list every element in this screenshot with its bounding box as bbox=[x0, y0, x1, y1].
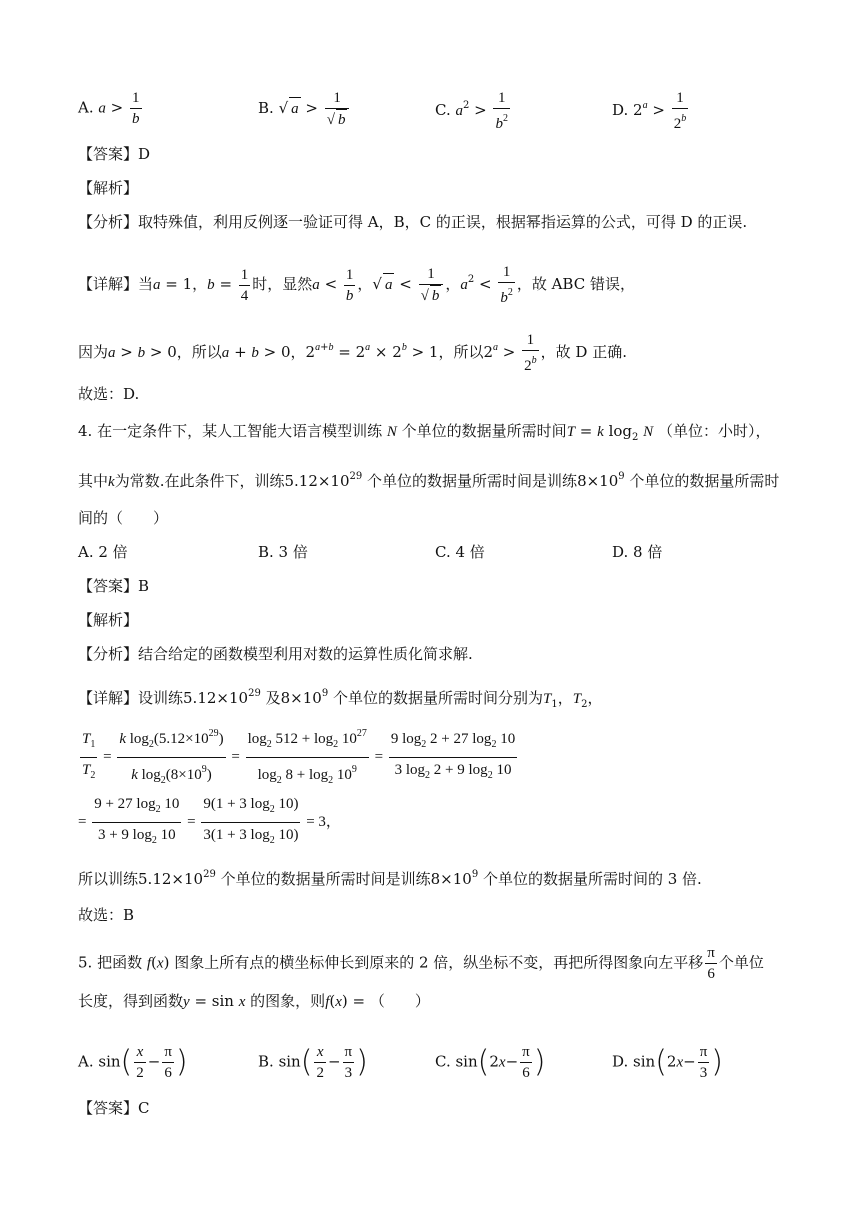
q3-answer: 【答案】D bbox=[78, 145, 151, 163]
q5-option-c: C. sin(2x− $\frac{\pi}{6}$ ) bbox=[435, 1044, 546, 1081]
q3-reason: 因为a > b > 0，所以a + b > 0，$2^{a+b} = 2^a \times 2^b > 1$，所以$2^a$ > $\frac{1}{2^b}$ ，故 D 正确. bbox=[78, 332, 627, 374]
q3-option-c: C. $a^2$ > $\frac{1}{b^2}$ bbox=[435, 90, 508, 132]
q4-stem-line3: 间的（ ） bbox=[78, 509, 169, 527]
q4-option-a: A. 2 倍 bbox=[78, 543, 128, 561]
q4-option-b: B. 3 倍 bbox=[258, 543, 308, 561]
q3-detail: 【详解】当a = 1，b = $\frac{1}{4}$ 时，显然a < $\frac{1}{b}$ ，√ a < $\frac{1}{√ b}$ ，$a^2$ < $\frac{1}{b^2}$ ，故 ABC 错误， bbox=[78, 264, 635, 306]
q3-analysis-label: 【解析】 bbox=[78, 179, 139, 197]
q3-option-d: D. $2^a$ > $\frac{1}{2^b}$ bbox=[612, 90, 687, 132]
q3-choose: 故选：D. bbox=[78, 385, 140, 403]
q5-stem-line2: 长度，得到函数y = sin x 的图象，则f(x) = （ ） bbox=[78, 992, 430, 1010]
q4-option-c: C. 4 倍 bbox=[435, 543, 485, 561]
q3-option-b: B. √ a > $\frac{1}{√ b}$ bbox=[258, 88, 351, 130]
q5-option-d: D. sin(2x− $\frac{\pi}{3}$ ) bbox=[612, 1044, 724, 1081]
q4-analysis-label: 【解析】 bbox=[78, 611, 139, 629]
q4-choose: 故选：B bbox=[78, 906, 135, 924]
q4-equation-1: $\frac{T_1}{T_2}$ = $\frac{k \log_2(5.12\times 10^{29})}{k \log_2(8\times 10^9)}$ = $\frac{\log_2 512 + \log_2 10^{27}}{\log_2 8 + \log_2 10^9}$ = $\frac{9 \log_2 2 + 27 \log_2 10}{3 \log_2 2 + 9 \log_2 10}$ bbox=[78, 722, 519, 793]
q4-fenxi: 【分析】结合给定的函数模型利用对数的运算性质化简求解. bbox=[78, 645, 473, 663]
q5-option-a: A. sin( $\frac{x}{2}$ − $\frac{\pi}{6}$ ) bbox=[78, 1044, 188, 1081]
q5-option-b: B. sin( $\frac{x}{2}$ − $\frac{\pi}{3}$ ) bbox=[258, 1044, 368, 1081]
q4-option-d: D. 8 倍 bbox=[612, 543, 663, 561]
q5-stem-line1: 5. 把函数 f(x) 图象上所有点的横坐标伸长到原来的 2 倍，纵坐标不变，再把所得图象向左平移 $\frac{\pi}{6}$ 个单位 bbox=[78, 945, 764, 982]
q4-equation-2: = $\frac{9 + 27 \log_2 10}{3 + 9 \log_2 10}$ = $\frac{9(1 + 3 \log_2 10)}{3(1 + 3 \log_2 10)}$ = 3， bbox=[78, 792, 341, 853]
q5-answer: 【答案】C bbox=[78, 1099, 150, 1117]
q4-stem-line2: 其中k为常数.在此条件下，训练$5.12\times 10^{29}$ 个单位的数据量所需时间是训练$8\times 10^9$ 个单位的数据量所需时 bbox=[78, 471, 780, 490]
q4-detail: 【详解】设训练$5.12\times 10^{29}$ 及$8\times 10^9$ 个单位的数据量所需时间分别为$T_1$，$T_2$， bbox=[78, 688, 603, 710]
q3-fenxi: 【分析】取特殊值，利用反例逐一验证可得 A，B，C 的正误，根据幂指运算的公式，可得 D 的正误. bbox=[78, 213, 748, 231]
q4-stem-line1: 4. 在一定条件下，某人工智能大语言模型训练 N 个单位的数据量所需时间T = k $\log_2 N$ （单位：小时）， bbox=[78, 422, 771, 443]
q4-answer: 【答案】B bbox=[78, 577, 150, 595]
q4-conclusion: 所以训练$5.12\times 10^{29}$ 个单位的数据量所需时间是训练$8\times 10^9$ 个单位的数据量所需时间的 3 倍. bbox=[78, 869, 702, 888]
q3-option-a: A. a > $\frac{1}{b}$ bbox=[78, 90, 140, 127]
